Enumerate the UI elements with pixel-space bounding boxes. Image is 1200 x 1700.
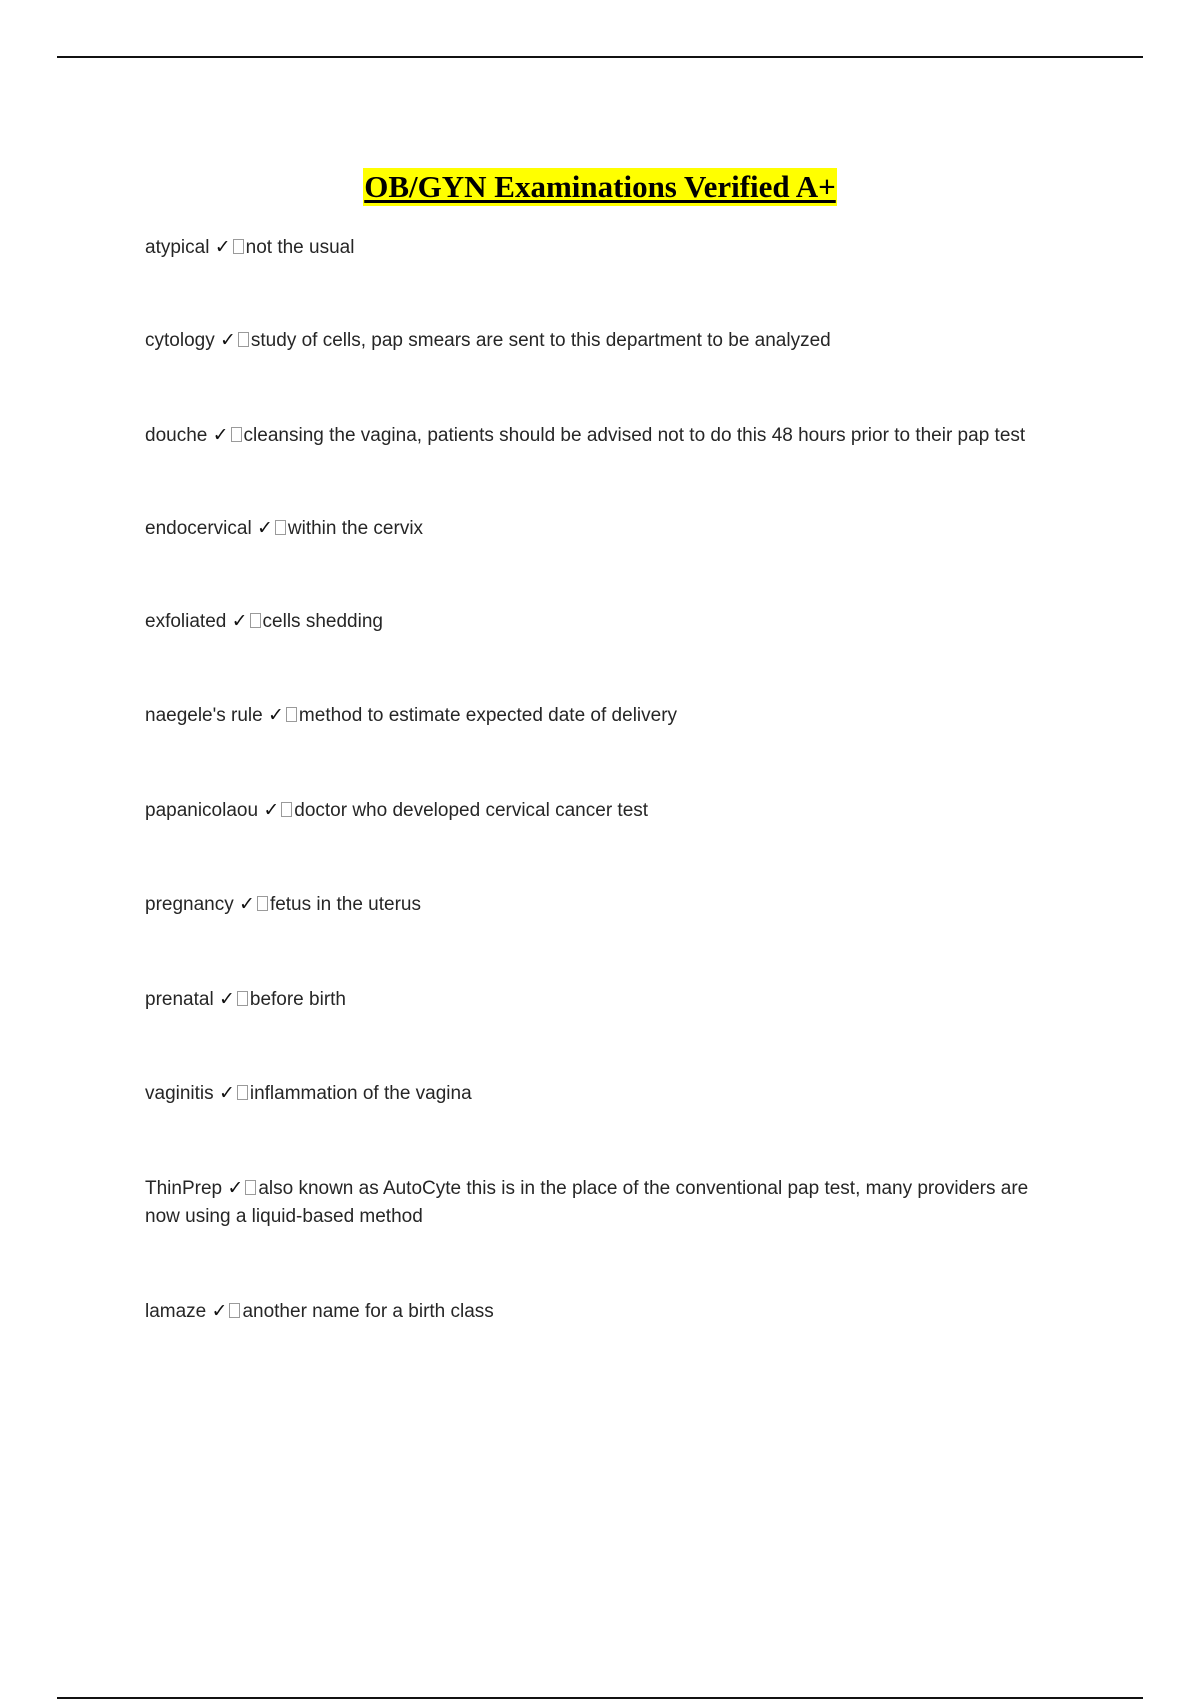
missing-glyph-icon [245,1180,256,1195]
list-item [145,514,1065,543]
list-item [145,985,1065,1014]
title-container [0,168,1200,206]
list-item [145,1297,1065,1326]
list-item [145,421,1065,450]
checkmark-icon: ✓ [219,329,236,351]
entry-definition: study of cells, pap smears are sent to this department to be analyzed [250,330,831,351]
missing-glyph-icon [281,802,292,817]
missing-glyph-icon [238,332,249,347]
checkmark-icon: ✓ [263,799,280,821]
missing-glyph-icon [233,239,244,254]
entry-term: prenatal [145,989,214,1010]
entry-term: atypical [145,237,210,258]
checkmark-icon: ✓ [214,236,231,258]
list-item [145,701,1065,730]
checkmark-icon: ✓ [218,988,235,1010]
missing-glyph-icon [250,613,261,628]
entry-definition: another name for a birth class [242,1301,494,1322]
list-item [145,1079,1065,1108]
header-rule [57,56,1143,58]
missing-glyph-icon [257,896,268,911]
entry-definition: cleansing the vagina, patients should be advised not to do this 48 hours prior to their pap test [243,425,1026,446]
checkmark-icon: ✓ [227,1177,244,1199]
checkmark-icon: ✓ [218,1082,235,1104]
entry-term: lamaze [145,1301,207,1322]
list-item [145,890,1065,919]
footer-rule [57,1697,1143,1699]
missing-glyph-icon [275,520,286,535]
document-title: OB/GYN Examinations Verified A+ [364,169,836,204]
entry-term: papanicolaou [145,800,259,821]
entry-definition: method to estimate expected date of delivery [298,705,678,726]
entry-definition: doctor who developed cervical cancer test [294,800,649,821]
entry-definition: fetus in the uterus [269,894,421,915]
entry-term: vaginitis [145,1083,214,1104]
list-item [145,233,1065,262]
missing-glyph-icon [229,1303,240,1318]
entry-term: pregnancy [145,894,234,915]
checkmark-icon: ✓ [212,424,229,446]
missing-glyph-icon [231,427,242,442]
missing-glyph-icon [237,991,248,1006]
checkmark-icon: ✓ [239,893,255,915]
entry-term: endocervical [145,518,252,539]
list-item [145,326,1065,355]
checkmark-icon: ✓ [211,1300,228,1322]
list-item [145,796,1065,825]
entry-term: cytology [145,330,215,351]
entry-definition: before birth [249,989,346,1010]
list-item [145,607,1065,636]
checkmark-icon: ✓ [231,610,248,632]
entry-term: ThinPrep [145,1178,223,1199]
missing-glyph-icon [237,1085,248,1100]
entry-term: naegele's rule [145,705,263,726]
checkmark-icon: ✓ [256,517,273,539]
entry-term: exfoliated [145,611,227,632]
entries-list [145,233,1065,1326]
entry-definition: within the cervix [287,518,424,539]
checkmark-icon: ✓ [268,704,284,726]
list-item [145,1174,1065,1231]
entry-definition: cells shedding [262,611,383,632]
entry-definition: inflammation of the vagina [249,1083,472,1104]
entry-term: douche [145,425,208,446]
entry-definition: also known as AutoCyte this is in the place of the conventional pap test, many providers are now using a liquid-based method [145,1178,1029,1227]
missing-glyph-icon [286,707,297,722]
entry-definition: not the usual [245,237,355,258]
